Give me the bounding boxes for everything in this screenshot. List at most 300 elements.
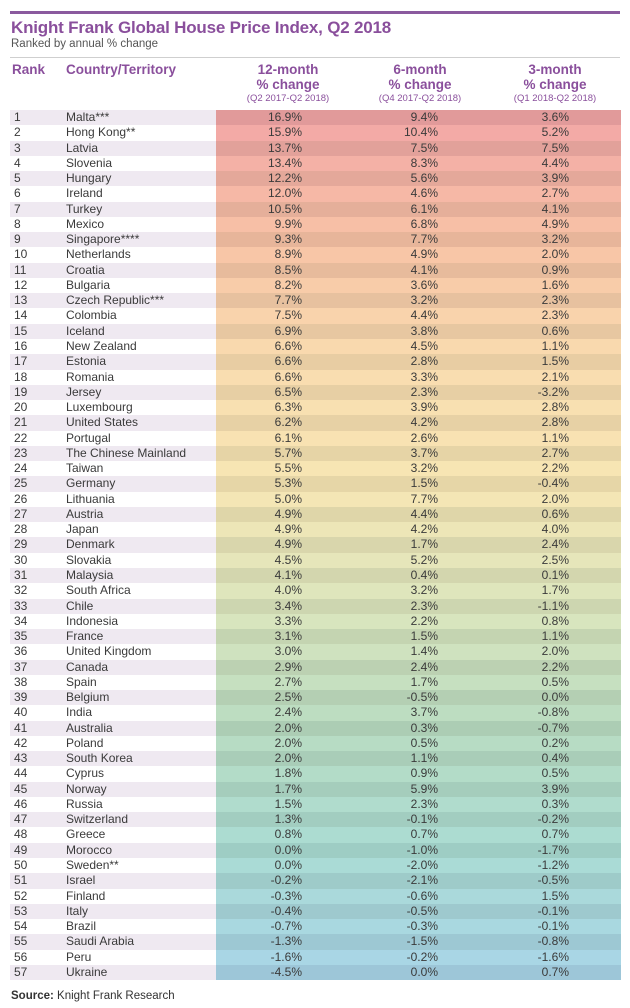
rank: 56 (14, 949, 28, 964)
value-cell (500, 247, 621, 262)
header-12-month-period: (Q2 2017-Q2 2018) (246, 93, 330, 104)
value-cell (360, 568, 500, 583)
table-row (10, 553, 621, 568)
value: 0.3% (541, 796, 569, 811)
value-cell (360, 492, 500, 507)
value: 4.9% (541, 216, 569, 231)
value-cell (500, 385, 621, 400)
value: 2.2% (410, 613, 438, 628)
value: 6.3% (274, 400, 302, 415)
value: 0.2% (541, 735, 569, 750)
row-label-bg (10, 186, 216, 201)
value: -0.2% (270, 873, 302, 888)
value-cell (216, 217, 360, 232)
rank: 21 (14, 415, 28, 430)
value: 6.6% (274, 354, 302, 369)
header-3-month-sub: % change (523, 77, 587, 92)
value: 4.4% (541, 155, 569, 170)
value-cell (216, 522, 360, 537)
value: -1.3% (270, 934, 302, 949)
row-label-bg (10, 385, 216, 400)
value-cell (500, 370, 621, 385)
rank: 53 (14, 903, 28, 918)
header-country: Country/Territory (66, 62, 177, 77)
rank: 28 (14, 522, 28, 537)
value-cell (216, 186, 360, 201)
row-label-bg (10, 705, 216, 720)
value-cell (360, 797, 500, 812)
table-row (10, 202, 621, 217)
value-cell (360, 308, 500, 323)
value: -0.5% (406, 690, 438, 705)
value: 3.1% (274, 629, 302, 644)
value-cell (500, 522, 621, 537)
value: 0.0% (541, 690, 569, 705)
value-cell (216, 461, 360, 476)
value-cell (360, 141, 500, 156)
value: 3.2% (410, 293, 438, 308)
value: 4.1% (541, 201, 569, 216)
value: 2.3% (541, 293, 569, 308)
country-name: Mexico (66, 216, 105, 231)
country-name: Poland (66, 735, 104, 750)
value-cell (500, 324, 621, 339)
header-12-month (216, 62, 360, 105)
rank: 12 (14, 277, 28, 292)
value-cell (500, 675, 621, 690)
value: 5.6% (410, 171, 438, 186)
value-cell (360, 644, 500, 659)
value-cell (216, 827, 360, 842)
rank: 30 (14, 552, 28, 567)
value: 2.7% (274, 674, 302, 689)
value-cell (500, 797, 621, 812)
row-label-bg (10, 919, 216, 934)
value: 4.9% (410, 247, 438, 262)
value: 7.7% (274, 293, 302, 308)
value: 3.2% (541, 232, 569, 247)
rank: 19 (14, 384, 28, 399)
value-cell (216, 537, 360, 552)
value-cell (216, 202, 360, 217)
value: 1.7% (541, 583, 569, 598)
value-cell (500, 919, 621, 934)
country-name: Saudi Arabia (66, 934, 135, 949)
value-cell (216, 400, 360, 415)
value: 3.9% (410, 400, 438, 415)
value-cell (500, 736, 621, 751)
value: 10.5% (267, 201, 302, 216)
value: 7.7% (410, 232, 438, 247)
table-row (10, 263, 621, 278)
value-cell (360, 431, 500, 446)
value: 2.8% (541, 400, 569, 415)
value-cell (500, 614, 621, 629)
value: 5.2% (541, 125, 569, 140)
value: -1.5% (406, 934, 438, 949)
value: 0.1% (541, 567, 569, 582)
value-cell (360, 370, 500, 385)
value-cell (216, 553, 360, 568)
country-name: Japan (66, 522, 99, 537)
header-rank: Rank (12, 62, 46, 77)
row-label-bg (10, 797, 216, 812)
value-cell (216, 385, 360, 400)
value-cell (360, 965, 500, 980)
header-3-month-period: (Q1 2018-Q2 2018) (513, 93, 597, 104)
value: 9.4% (410, 110, 438, 124)
table-row (10, 919, 621, 934)
row-label-bg (10, 507, 216, 522)
table-row (10, 278, 621, 293)
value: 7.5% (274, 308, 302, 323)
value-cell (216, 797, 360, 812)
country-name: Taiwan (66, 461, 104, 476)
table-row (10, 217, 621, 232)
country-name: Austria (66, 506, 104, 521)
value: 4.9% (274, 506, 302, 521)
country-name: Belgium (66, 690, 110, 705)
value-cell (216, 919, 360, 934)
country-name: United States (66, 415, 139, 430)
price-index-table (10, 110, 621, 980)
row-label-bg (10, 110, 216, 125)
value-cell (360, 156, 500, 171)
country-name: Sweden** (66, 858, 119, 873)
rank: 35 (14, 629, 28, 644)
table-row (10, 568, 621, 583)
value-cell (360, 461, 500, 476)
value: 6.2% (274, 415, 302, 430)
value-cell (216, 690, 360, 705)
value: -0.8% (537, 705, 569, 720)
country-name: Netherlands (66, 247, 131, 262)
value-cell (360, 202, 500, 217)
value-cell (360, 705, 500, 720)
row-label-bg (10, 904, 216, 919)
value-cell (216, 583, 360, 598)
value-cell (216, 889, 360, 904)
value: -4.5% (270, 964, 302, 979)
value-cell (216, 446, 360, 461)
value-cell (500, 202, 621, 217)
value-cell (360, 110, 500, 125)
country-name: Bulgaria (66, 277, 111, 292)
country-name: The Chinese Mainland (66, 445, 187, 460)
table-row (10, 293, 621, 308)
value-cell (216, 858, 360, 873)
value-cell (360, 873, 500, 888)
value: 2.6% (410, 430, 438, 445)
value-cell (360, 919, 500, 934)
value: 0.6% (541, 323, 569, 338)
value-cell (216, 370, 360, 385)
country-name: Hong Kong** (66, 125, 136, 140)
value: 1.8% (274, 766, 302, 781)
value: -2.1% (406, 873, 438, 888)
value-cell (360, 736, 500, 751)
value: 5.2% (410, 552, 438, 567)
value-cell (360, 904, 500, 919)
value: -0.5% (406, 903, 438, 918)
table-row (10, 415, 621, 430)
value-cell (216, 904, 360, 919)
value-cell (360, 721, 500, 736)
value: 4.5% (410, 338, 438, 353)
row-label-bg (10, 599, 216, 614)
country-name: Malta*** (66, 110, 110, 124)
value: -1.0% (406, 842, 438, 857)
rank: 33 (14, 598, 28, 613)
value: 13.7% (267, 140, 302, 155)
country-name: Israel (66, 873, 96, 888)
value-cell (360, 232, 500, 247)
rank: 43 (14, 751, 28, 766)
value: 5.0% (274, 491, 302, 506)
value-cell (216, 599, 360, 614)
header-12-month-sub: % change (256, 77, 320, 92)
country-name: Luxembourg (66, 400, 133, 415)
rank: 23 (14, 445, 28, 460)
value: 1.1% (541, 629, 569, 644)
value-cell (216, 950, 360, 965)
value: 6.5% (274, 384, 302, 399)
value-cell (360, 476, 500, 491)
country-name: Jersey (66, 384, 102, 399)
value: 4.2% (410, 522, 438, 537)
value-cell (360, 812, 500, 827)
value-cell (216, 873, 360, 888)
rank: 42 (14, 735, 28, 750)
source-note (11, 990, 175, 1002)
value: 3.7% (410, 705, 438, 720)
value: 6.9% (274, 323, 302, 338)
table-row (10, 446, 621, 461)
rank: 49 (14, 842, 28, 857)
value-cell (500, 339, 621, 354)
row-label-bg (10, 766, 216, 781)
country-name: Russia (66, 796, 103, 811)
rank: 26 (14, 491, 28, 506)
value: 5.5% (274, 461, 302, 476)
value-cell (500, 934, 621, 949)
value-cell (500, 629, 621, 644)
table-row (10, 385, 621, 400)
value-cell (216, 476, 360, 491)
value: 4.4% (410, 506, 438, 521)
value-cell (360, 293, 500, 308)
value-cell (216, 171, 360, 186)
row-label-bg (10, 171, 216, 186)
value-cell (216, 843, 360, 858)
row-label-bg (10, 141, 216, 156)
value: 0.5% (410, 735, 438, 750)
value-cell (500, 232, 621, 247)
value-cell (216, 934, 360, 949)
header-3-month-label: 3-month (528, 62, 582, 77)
country-name: Slovakia (66, 552, 112, 567)
country-name: Turkey (66, 201, 103, 216)
value: -0.2% (406, 949, 438, 964)
value: 2.7% (541, 186, 569, 201)
value-cell (360, 583, 500, 598)
value: 2.0% (274, 720, 302, 735)
table-row (10, 171, 621, 186)
value: -0.1% (406, 812, 438, 827)
value-cell (216, 263, 360, 278)
value: -0.8% (537, 934, 569, 949)
value-cell (360, 324, 500, 339)
value: 8.3% (410, 155, 438, 170)
country-name: United Kingdom (66, 644, 152, 659)
table-row (10, 247, 621, 262)
divider (10, 57, 620, 58)
country-name: Greece (66, 827, 106, 842)
value-cell (216, 660, 360, 675)
value: 2.0% (541, 491, 569, 506)
value: 4.4% (410, 308, 438, 323)
value: -1.2% (537, 858, 569, 873)
value-cell (500, 568, 621, 583)
table-row (10, 629, 621, 644)
value: 2.3% (410, 598, 438, 613)
value-cell (500, 400, 621, 415)
value-cell (360, 186, 500, 201)
row-label-bg (10, 721, 216, 736)
value: -0.7% (270, 919, 302, 934)
row-label-bg (10, 263, 216, 278)
value-cell (216, 675, 360, 690)
value-cell (500, 476, 621, 491)
rank: 6 (14, 186, 21, 201)
country-name: Denmark (66, 537, 115, 552)
country-name: Morocco (66, 842, 113, 857)
value-cell (216, 782, 360, 797)
row-label-bg (10, 629, 216, 644)
value-cell (500, 461, 621, 476)
value: -0.4% (270, 903, 302, 918)
value-cell (216, 705, 360, 720)
rank: 50 (14, 858, 28, 873)
row-label-bg (10, 202, 216, 217)
value-cell (216, 965, 360, 980)
country-name: Iceland (66, 323, 105, 338)
value-cell (360, 950, 500, 965)
value: -0.6% (406, 888, 438, 903)
value-cell (360, 247, 500, 262)
rank: 15 (14, 323, 28, 338)
value-cell (500, 827, 621, 842)
rank: 18 (14, 369, 28, 384)
value-cell (216, 247, 360, 262)
value: 4.9% (274, 537, 302, 552)
table-row (10, 644, 621, 659)
rank: 8 (14, 216, 21, 231)
value: 3.9% (541, 781, 569, 796)
value: 7.5% (541, 140, 569, 155)
table-row (10, 690, 621, 705)
value: -1.6% (270, 949, 302, 964)
table-row (10, 354, 621, 369)
value-cell (360, 415, 500, 430)
value-cell (500, 141, 621, 156)
header-3-month (494, 62, 616, 105)
table-row (10, 583, 621, 598)
rank: 29 (14, 537, 28, 552)
table-row (10, 125, 621, 140)
value-cell (500, 873, 621, 888)
rank: 9 (14, 232, 21, 247)
value-cell (500, 446, 621, 461)
value: 2.1% (541, 369, 569, 384)
value: 3.6% (541, 110, 569, 124)
value-cell (500, 415, 621, 430)
value: 2.4% (541, 537, 569, 552)
value: 8.9% (274, 247, 302, 262)
country-name: South Africa (66, 583, 131, 598)
value: 15.9% (267, 125, 302, 140)
rank: 47 (14, 812, 28, 827)
value: 2.9% (274, 659, 302, 674)
country-name: Norway (66, 781, 107, 796)
value: 1.6% (541, 277, 569, 292)
value-cell (360, 675, 500, 690)
value: 5.9% (410, 781, 438, 796)
value: 7.5% (410, 140, 438, 155)
country-name: Spain (66, 674, 97, 689)
value-cell (216, 278, 360, 293)
value: 3.8% (410, 323, 438, 338)
value: 10.4% (403, 125, 438, 140)
rank: 14 (14, 308, 28, 323)
value: 4.9% (274, 522, 302, 537)
rank: 16 (14, 338, 28, 353)
rank: 17 (14, 354, 28, 369)
country-name: Czech Republic*** (66, 293, 165, 308)
table-row (10, 476, 621, 491)
value: -0.1% (537, 903, 569, 918)
header-12-month-label: 12-month (257, 62, 319, 77)
value-cell (500, 308, 621, 323)
value-cell (500, 553, 621, 568)
country-name: Finland (66, 888, 106, 903)
value: 3.2% (410, 461, 438, 476)
value-cell (500, 843, 621, 858)
table-row (10, 660, 621, 675)
rank: 22 (14, 430, 28, 445)
value-cell (360, 553, 500, 568)
value: 2.5% (274, 690, 302, 705)
value: 0.5% (541, 674, 569, 689)
value: 3.6% (410, 277, 438, 292)
value: 3.7% (410, 445, 438, 460)
value: 1.5% (541, 354, 569, 369)
value: -0.3% (406, 919, 438, 934)
value: 2.3% (410, 796, 438, 811)
table-row (10, 797, 621, 812)
table-row (10, 766, 621, 781)
value-cell (500, 125, 621, 140)
value-cell (500, 217, 621, 232)
value: 1.7% (274, 781, 302, 796)
source-text: Knight Frank Research (57, 990, 175, 1002)
value-cell (216, 141, 360, 156)
value-cell (216, 431, 360, 446)
value: 2.5% (541, 552, 569, 567)
value: 3.0% (274, 644, 302, 659)
row-label-bg (10, 782, 216, 797)
value-cell (500, 583, 621, 598)
